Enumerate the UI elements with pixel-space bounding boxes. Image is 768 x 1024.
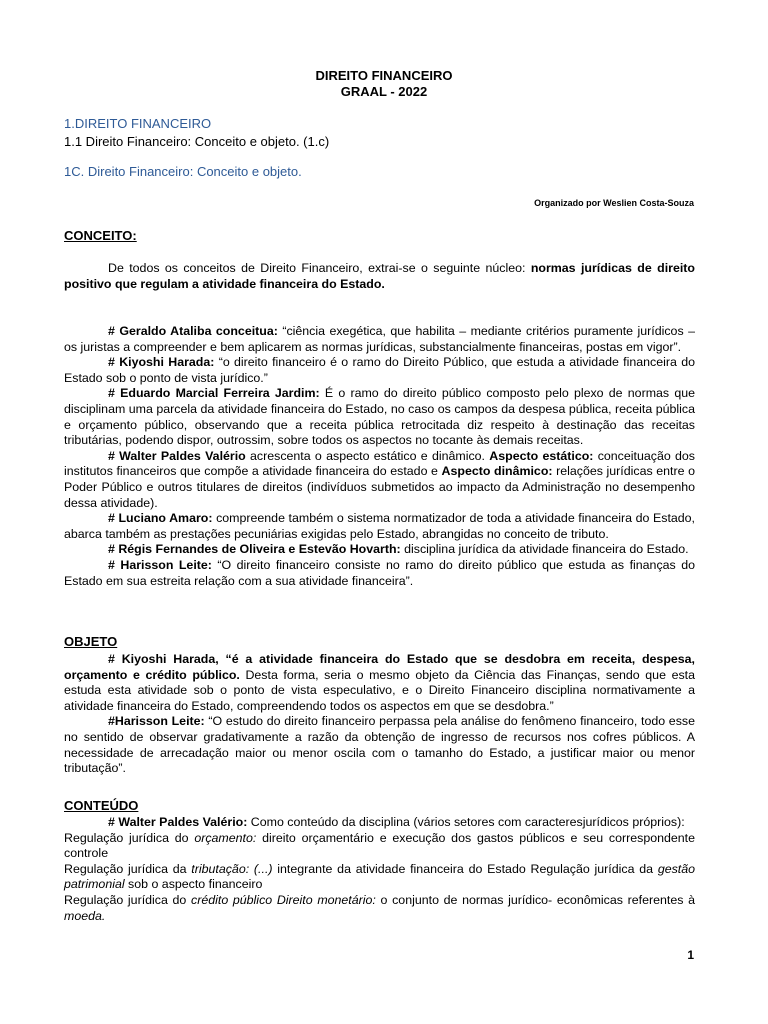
label-aspecto-dinamico: Aspecto dinâmico: — [441, 464, 553, 479]
objeto-leite-bold: #Harisson Leite: — [108, 714, 209, 729]
conceito-paragraphs — [64, 324, 695, 589]
author-jardim: # Eduardo Marcial Ferreira Jardim: — [108, 386, 325, 401]
organized-by: Organizado por Weslien Costa-Souza — [534, 198, 694, 208]
moeda-term: moeda. — [64, 908, 106, 923]
subheading-conceito-objeto: 1.1 Direito Financeiro: Conceito e objeto. (1.c) — [64, 134, 330, 149]
author-ataliba: # Geraldo Ataliba conceitua: — [108, 324, 283, 338]
author-valerio: # Walter Paldes Valério — [108, 448, 251, 463]
conceito-intro-text: De todos os conceitos de Direito Financeiro, extrai-se o seguinte núcleo: — [108, 261, 531, 275]
conteudo-item-orcamento — [64, 831, 695, 862]
paragraph-conteudo-valerio — [64, 815, 695, 831]
objeto-harada-text: Desta forma, seria o mesmo objeto da Ciência das Finanças, sendo que esta estuda esta atividade sob o ponto de vista especulativo, e o Direito Financeiro disciplina normativamente a atividade financeira do Estado, compreendendo todos os aspectos em que se desdobra.” — [64, 667, 695, 713]
section-title-objeto: OBJETO — [64, 634, 118, 649]
text-valerio-b: conceituação dos institutos financeiros que compõe a atividade financeira do estado e — [64, 448, 695, 479]
tributacao-ellipsis: (...) — [249, 861, 273, 876]
author-amaro: # Luciano Amaro: — [108, 511, 217, 526]
text-leite: “O direito financeiro consiste no ramo do direito público que estuda as finanças do Estado em sua estreita relação com a sua atividade financeira”. — [64, 557, 695, 588]
author-harada: # Kiyoshi Harada: — [108, 355, 219, 370]
credito-text: o conjunto de normas jurídico- econômicas referentes à — [375, 892, 695, 907]
heading-direito-financeiro: 1.DIREITO FINANCEIRO — [64, 116, 212, 131]
conteudo-item-credito — [64, 893, 695, 924]
paragraph-valerio — [64, 449, 695, 511]
conteudo-paragraphs — [64, 815, 695, 924]
author-leite: # Harisson Leite: — [108, 557, 218, 572]
conceito-intro-bold: normas jurídicas de direito positivo que regulam a atividade financeira do Estado. — [64, 261, 695, 291]
text-amaro: compreende também o sistema normatizador de toda a atividade financeira do Estado, abarca também as prestações pecuniárias exigidas pelo Estado, abrangidas no conceito de tributo. — [64, 511, 695, 541]
label-aspecto-estatico: Aspecto estático: — [489, 448, 594, 463]
paragraph-jardim — [64, 386, 695, 448]
page-number: 1 — [687, 948, 694, 962]
text-harada: “o direito financeiro é o ramo do Direito Público, que estuda a atividade financeira do Estado sob o ponto de vista jurídico.” — [64, 355, 695, 385]
tributacao-text: integrante da atividade financeira do Estado Regulação jurídica da — [272, 861, 658, 876]
conteudo-valerio-bold: # Walter Paldes Valério: — [108, 815, 251, 829]
orcamento-prefix: Regulação jurídica do — [64, 830, 195, 845]
gestao-patrimonial-text: sob o aspecto financeiro — [124, 877, 263, 892]
paragraph-ataliba — [64, 324, 695, 355]
tributacao-prefix: Regulação jurídica da — [64, 861, 192, 876]
paragraph-amaro — [64, 511, 695, 542]
document-title-block — [0, 68, 768, 100]
paragraph-harada — [64, 355, 695, 386]
gestao-patrimonial-term: gestão patrimonial — [64, 861, 696, 892]
text-valerio-a: acrescenta o aspecto estático e dinâmico. — [250, 448, 490, 463]
paragraph-oliveira-hovarth — [64, 542, 695, 558]
section-title-conceito: CONCEITO: — [64, 228, 137, 243]
credito-prefix: Regulação jurídica do — [64, 892, 192, 907]
text-valerio-c: relações jurídicas entre o Poder Público e outros titulares de direitos (indivíduos submetidos ao impacto da Administração no desempenho dessa atividade). — [64, 464, 695, 510]
orcamento-term: orçamento: — [194, 830, 257, 845]
objeto-harada-bold: # Kiyoshi Harada, “é a atividade financeira do Estado que se desdobra em receita, despesa, orçamento e crédito público. — [64, 652, 695, 682]
conteudo-valerio-text: Como conteúdo da disciplina (vários setores com caracteresjurídicos próprios): — [250, 815, 685, 829]
paragraph-objeto-harada — [64, 652, 695, 714]
heading-1c: 1C. Direito Financeiro: Conceito e objeto. — [64, 164, 302, 179]
conceito-intro — [64, 261, 695, 292]
text-jardim: É o ramo do direito público composto pelo plexo de normas que disciplinam uma parcela da atividade financeira do Estado, no caso os campos da despesa pública, receita pública e orçamento público, observando que a receita pública retrocitada diz respeito à destinação das receitas tributárias, podendo dispor, outrossim, sobre todos os aspectos no tocante às demais receitas. — [64, 386, 695, 448]
text-oliveira-hovarth: disciplina jurídica da atividade financeira do Estado. — [404, 542, 689, 557]
author-oliveira-hovarth: # Régis Fernandes de Oliveira e Estevão Hovarth: — [108, 542, 405, 557]
document-title: DIREITO FINANCEIRO — [315, 68, 453, 83]
credito-term: crédito público Direito monetário: — [191, 892, 376, 907]
paragraph-objeto-leite — [64, 714, 695, 776]
tributacao-term: tributação: — [191, 861, 250, 876]
objeto-leite-text: “O estudo do direito financeiro perpassa pela análise do fenômeno financeiro, todo esse no sentido de observar gradativamente a razão da obtenção de ingresso de recursos nos cofres públicos. A necessidade de arrecadação maior ou menor oscila com o tamanho do Estado, a justificar maior ou menor tributação”. — [64, 714, 695, 776]
section-title-conteudo: CONTEÚDO — [64, 798, 139, 813]
paragraph-leite — [64, 558, 695, 589]
document-subtitle: GRAAL - 2022 — [340, 84, 428, 99]
text-ataliba: “ciência exegética, que habilita – mediante critérios puramente jurídicos – os juristas a compreender e bem aplicarem as normas jurídicas, substancialmente financeiras, postas em vigor”. — [64, 324, 695, 354]
objeto-paragraphs — [64, 652, 695, 777]
orcamento-text: direito orçamentário e execução dos gastos públicos e seu correspondente controle — [64, 830, 695, 861]
conteudo-item-tributacao — [64, 862, 695, 893]
